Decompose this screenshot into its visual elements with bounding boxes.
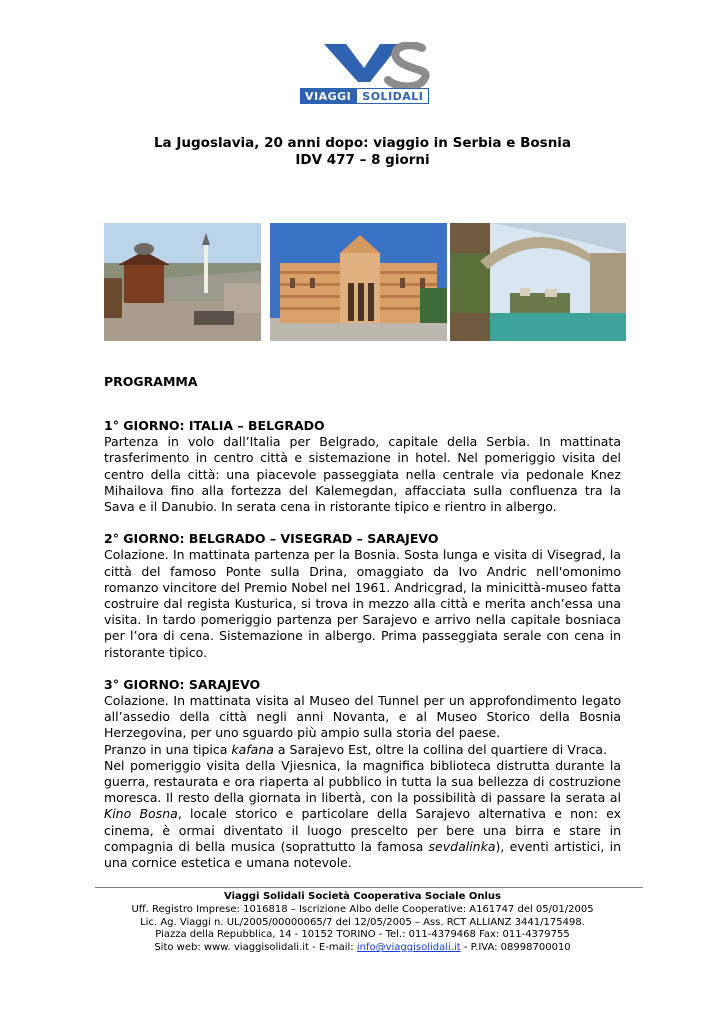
day-3-para-1-span: Colazione. In mattinata visita al Museo del Tunnel per un approfondimento legato all’assedio della città negli anni Novanta, e al Museo Storico della Bosnia Herzegovina, per uno sguardo più ampio sulla storia del paese.	[104, 693, 621, 741]
logo-word-solidali: SOLIDALI	[356, 88, 429, 104]
viaggi-solidali-logo	[300, 42, 462, 108]
title-line-1: La Jugoslavia, 20 anni dopo: viaggio in Serbia e Bosnia	[153, 135, 572, 151]
day-2	[104, 531, 621, 661]
day-3-para-3	[104, 758, 621, 871]
footer-vat: - P.IVA: 08998700010	[460, 942, 571, 954]
day-3-para-2-span-b: a Sarajevo Est, oltre la collina del quartiere di Vraca.	[273, 741, 608, 757]
day-3-para-2-span-a: Pranzo in una tipica	[104, 741, 232, 757]
sevdalinka-term: sevdalinka	[428, 838, 496, 854]
day-3-para-1	[104, 693, 621, 742]
footer-company-name: Viaggi Solidali Società Cooperativa Sociale Onlus	[224, 891, 501, 902]
day-1-text-span: Partenza in volo dall’Italia per Belgrado, capitale della Serbia. In mattinata trasferimento in centro città e sistemazione in hotel. Nel pomeriggio visita del centro della città: una piacevole passeggiata nella centrale via pedonale Knez Mihailova fino alla fortezza del Kalemegdan, affacciata sulla confluenza tra la Sava e il Danubio. In serata cena in ristorante tipico e rientro in albergo.	[104, 434, 621, 515]
photo-vijecnica-library	[270, 223, 447, 341]
day-3	[104, 677, 621, 871]
day-1-heading: 1° GIORNO: ITALIA – BELGRADO	[104, 418, 325, 433]
title-line-2: IDV 477 – 8 giorni	[295, 152, 430, 168]
footer-web-prefix: Sito web: www. viaggisolidali.it - E-mail:	[154, 942, 357, 954]
vs-monogram-icon	[306, 42, 446, 88]
footer-divider	[95, 887, 643, 888]
day-1-text	[104, 434, 621, 515]
kafana-term: kafana	[231, 741, 274, 757]
day-3-para-3-span-a: Nel pomeriggio visita della Vjiesnica, la magnifica biblioteca distrutta durante la guerra, restaurata e ora riaperta al pubblico in tutta la sua bellezza di costruzione moresca. Il resto della giornata in libertà, con la possibilità di passare la serata al	[104, 757, 621, 806]
programma-heading: PROGRAMMA	[104, 374, 198, 389]
day-3-para-3-span-b: , locale storico e particolare della Sarajevo alternativa e non: ex cinema, è ormai diventato il luogo prescelto per bere una birra e stare in compagnia di bella musica (soprattutto la famosa	[104, 806, 622, 854]
photo-sarajevo-fountain	[104, 223, 261, 341]
day-2-text-span: Colazione. In mattinata partenza per la Bosnia. Sosta lunga e visita di Visegrad, la città del famoso Ponte sulla Drina, omaggiato da Ivo Andric nell'omonimo romanzo vincitore del Premio Nobel nel 1961. Andricgrad, la minicittà-museo fatta costruire dal regista Kusturica, si trova in mezzo alla città e merita anch’essa una visita. In tardo pomeriggio partenza per Sarajevo e arrivo nella capitale bosniaca per l’ora di cena. Sistemazione in albergo. Prima passeggiata serale con cena in ristorante tipico.	[104, 547, 621, 660]
logo-word-viaggi: VIAGGI	[300, 88, 356, 104]
day-3-heading: 3° GIORNO: SARAJEVO	[104, 676, 261, 692]
day-2-text	[104, 547, 621, 660]
itinerary	[104, 418, 621, 871]
footer-license: Lic. Ag. Viaggi n. UL/2005/00000065/7 del 12/05/2005 – Ass. RCT ALLIANZ 3441/175498.	[140, 916, 585, 928]
day-3-para-3-span-c: ), eventi artistici, in una cornice estetica e umana notevole.	[104, 838, 621, 871]
footer-registry: Uff. Registro Imprese: 1016818 – Iscrizione Albo delle Cooperative: A161747 del 05/01/2005	[131, 903, 594, 915]
day-2-heading: 2° GIORNO: BELGRADO – VISEGRAD – SARAJEVO	[104, 531, 439, 547]
footer-address: Piazza della Repubblica, 14 - 10152 TORINO - Tel.: 011-4379468 Fax: 011-4379755	[155, 929, 570, 941]
footer	[0, 891, 725, 955]
document-title	[0, 135, 725, 169]
kino-bosna-term: Kino Bosna	[104, 806, 178, 822]
day-3-para-2	[104, 742, 621, 758]
photo-strip	[104, 223, 626, 341]
day-1	[104, 418, 621, 515]
email-link[interactable]: info@viaggisolidali.it	[356, 942, 461, 954]
photo-mostar-bridge	[450, 223, 626, 341]
footer-contacts	[0, 942, 725, 955]
